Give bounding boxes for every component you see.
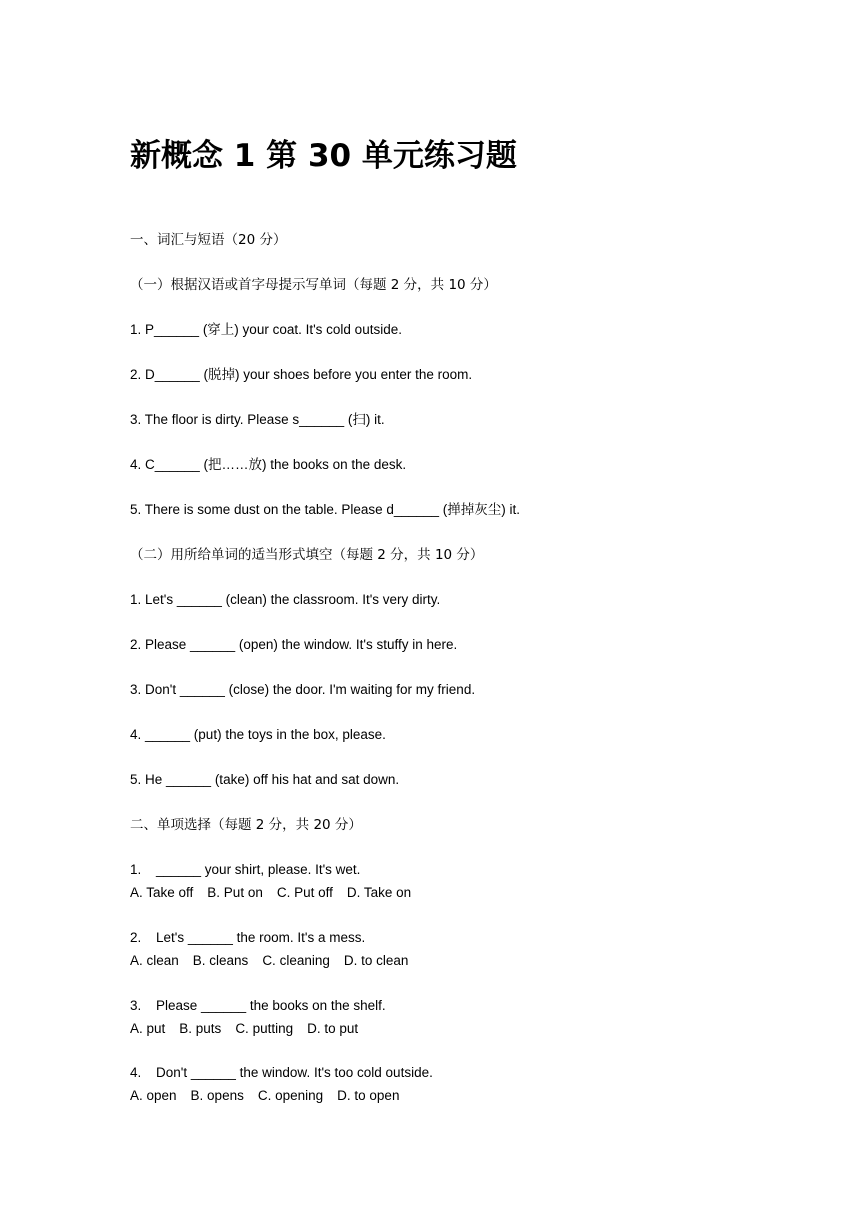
mc-option-b: B. cleans [192,953,249,968]
mc-question-number: 1. [130,862,142,877]
page-title: 新概念 1 第 30 单元练习题 [130,138,517,174]
part2-heading: 二、单项选择（每题 2 分，共 20 分） [130,817,362,833]
vocab-item-1: 1. P______ (穿上) your coat. It's cold outside. [130,322,402,337]
mc-option-a: A. clean [130,953,179,968]
mc-options-2 [130,952,422,970]
mc-question-number: 2. [130,930,142,945]
mc-option-a: A. put [130,1021,166,1036]
mc-question-3 [130,997,386,1015]
mc-option-d: D. Take on [346,885,412,900]
mc-question-2 [130,929,365,947]
mc-question-number: 3. [130,998,142,1013]
mc-option-d: D. to clean [343,953,409,968]
vocab-item-2: 2. D______ (脱掉) your shoes before you enter the room. [130,367,473,382]
mc-option-d: D. to open [337,1088,400,1103]
part1-sub1-heading: （一）根据汉语或首字母提示写单词（每题 2 分，共 10 分） [130,277,497,293]
mc-option-b: B. Put on [207,885,263,900]
mc-option-c: C. cleaning [262,953,330,968]
mc-options-4 [130,1087,413,1105]
mc-option-d: D. to put [307,1021,359,1036]
mc-question-stem: Don't ______ the window. It's too cold outside. [156,1065,433,1080]
mc-options-1 [130,884,425,902]
part1-heading: 一、词汇与短语（20 分） [130,232,287,248]
mc-option-b: B. opens [190,1088,244,1103]
mc-question-1 [130,861,360,879]
form-item-2: 2. Please ______ (open) the window. It's stuffy in here. [130,637,458,652]
form-item-3: 3. Don't ______ (close) the door. I'm waiting for my friend. [130,682,476,697]
form-item-1: 1. Let's ______ (clean) the classroom. It's very dirty. [130,592,441,607]
mc-question-stem: ______ your shirt, please. It's wet. [156,862,361,877]
mc-option-c: C. putting [235,1021,294,1036]
mc-options-3 [130,1020,372,1038]
mc-option-c: C. Put off [276,885,333,900]
form-item-5: 5. He ______ (take) off his hat and sat down. [130,772,400,787]
vocab-item-4: 4. C______ (把……放) the books on the desk. [130,457,407,472]
part1-sub2-heading: （二）用所给单词的适当形式填空（每题 2 分，共 10 分） [130,547,484,563]
vocab-item-3: 3. The floor is dirty. Please s______ (扫) it. [130,412,385,427]
mc-option-a: A. Take off [130,885,194,900]
mc-option-c: C. opening [257,1088,324,1103]
mc-question-4 [130,1064,433,1082]
mc-question-number: 4. [130,1065,142,1080]
mc-question-stem: Please ______ the books on the shelf. [156,998,386,1013]
form-item-4: 4. ______ (put) the toys in the box, please. [130,727,386,742]
mc-question-stem: Let's ______ the room. It's a mess. [156,930,366,945]
vocab-item-5: 5. There is some dust on the table. Please d______ (掸掉灰尘) it. [130,502,520,517]
mc-option-a: A. open [130,1088,177,1103]
mc-option-b: B. puts [179,1021,222,1036]
